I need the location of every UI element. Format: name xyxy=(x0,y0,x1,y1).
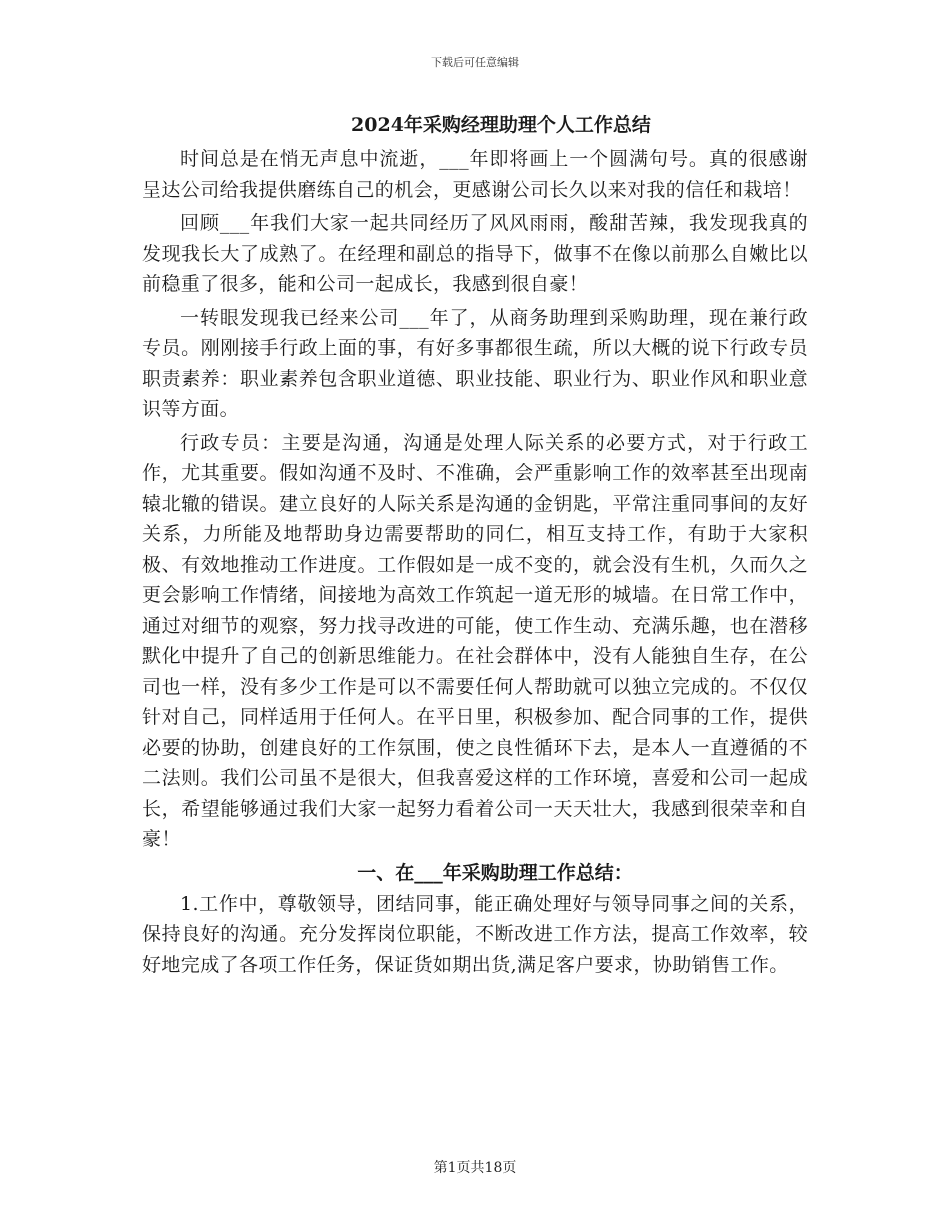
page-number-footer: 第1页共18页 xyxy=(433,1160,517,1176)
paragraph: 行政专员：主要是沟通，沟通是处理人际关系的必要方式，对于行政工作，尤其重要。假如沟通不及时、不准确，会严重影响工作的效率甚至出现南辕北辙的错误。建立良好的人际关系是沟通的金钥匙，平常注重同事间的友好关系，力所能及地帮助身边需要帮助的同仁，相互支持工作，有助于大家积极、有效地推动工作进度。工作假如是一成不变的，就会没有生机，久而久之更会影响工作情绪，间接地为高效工作筑起一道无形的城墙。在日常工作中，通过对细节的观察，努力找寻改进的可能，使工作生动、充满乐趣，也在潜移默化中提升了自己的创新思维能力。在社会群体中，没有人能独自生存，在公司也一样，没有多少工作是可以不需要任何人帮助就可以独立完成的。不仅仅针对自己，同样适用于任何人。在平日里，积极参加、配合同事的工作，提供必要的协助，创建良好的工作氛围，使之良性循环下去，是本人一直遵循的不二法则。我们公司虽不是很大，但我喜爱这样的工作环境，喜爱和公司一起成长，希望能够通过我们大家一起努力看着公司一天天壮大，我感到很荣幸和自豪！ xyxy=(142,431,808,850)
paragraph: 1.工作中，尊敬领导，团结同事，能正确处理好与领导同事之间的关系，保持良好的沟通。充分发挥岗位职能，不断改进工作方法，提高工作效率，较好地完成了各项工作任务，保证货如期出货,满足客户要求，协助销售工作。 xyxy=(142,892,808,976)
paragraph: 一转眼发现我已经来公司___年了，从商务助理到采购助理，现在兼行政专员。刚刚接手行政上面的事，有好多事都很生疏，所以大概的说下行政专员职责素养：职业素养包含职业道德、职业技能、职业行为、职业作风和职业意识等方面。 xyxy=(142,306,808,420)
header-note: 下载后可任意编辑 xyxy=(431,56,519,69)
section-heading: 一、在___年采购助理工作总结： xyxy=(357,861,633,884)
paragraph: 时间总是在悄无声息中流逝，___年即将画上一个圆满句号。真的很感谢呈达公司给我提供磨练自己的机会，更感谢公司长久以来对我的信任和栽培！ xyxy=(142,148,808,201)
paragraph: 回顾___年我们大家一起共同经历了风风雨雨，酸甜苦辣，我发现我真的发现我长大了成熟了。在经理和副总的指导下，做事不在像以前那么自嫩比以前稳重了很多，能和公司一起成长，我感到很自豪！ xyxy=(142,212,808,295)
document-title: 2024年采购经理助理个人工作总结 xyxy=(351,114,651,136)
document-body xyxy=(142,110,808,983)
